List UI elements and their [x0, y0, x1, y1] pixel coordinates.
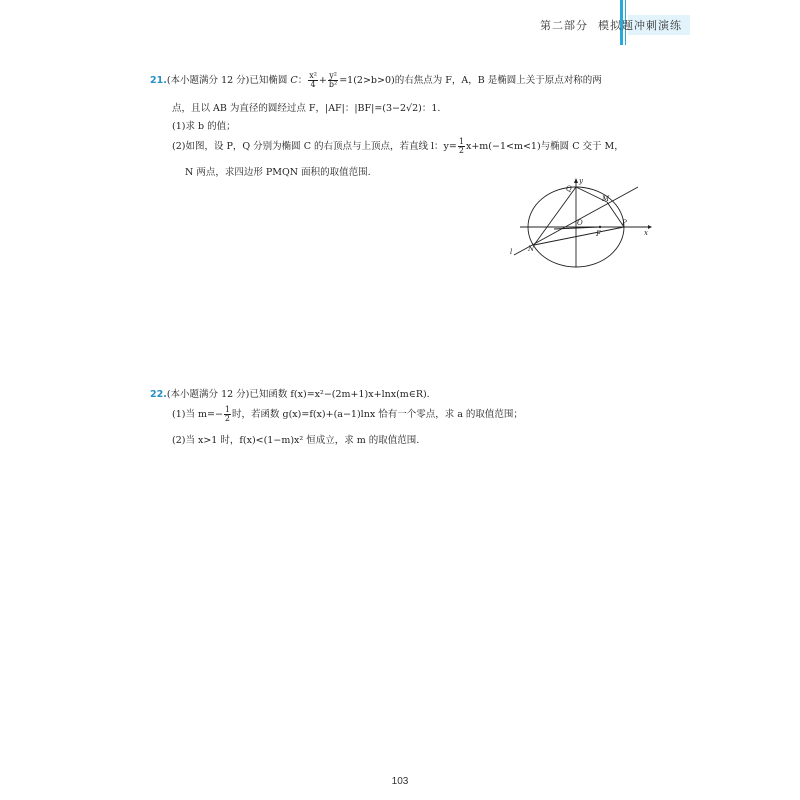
problem-21-part-2: (2)如图，设 P，Q 分别为椭圆 C 的右顶点与上顶点，若直线 l：y= $\frac{1}{2}$ x+m(−1<m<1)与椭圆 C 交于 M，: [172, 137, 624, 155]
segment-NQ: [534, 187, 576, 245]
label-x: x: [644, 229, 648, 237]
label-P: P: [622, 219, 627, 227]
ellipse-figure: [510, 175, 655, 270]
problem-22-line-1: [150, 386, 430, 400]
problem-22-part-1: (1)当 m=− $\frac{1}{2}$ 时，若函数 g(x)=f(x)+(a−1)lnx 恰有一个零点，求 a 的取值范围；: [172, 405, 523, 423]
problem-21-line-2: 点，且以 AB 为直径的圆经过点 F，|AF|：|BF|=(3−2√2)：1.: [172, 103, 441, 114]
problem-21-line-1: 21.(本小题满分 12 分)已知椭圆 C： $\frac{\text{x²}}{4}$ + $\frac{\text{y²}}{\text{b²}}$ =1(2>b>0)的右焦点为 F，A，B 是椭圆上关于原点对称的两: [150, 71, 602, 89]
ellipse-diagram: [510, 175, 655, 270]
fraction-one-half: $\frac{1}{2}$: [458, 137, 464, 155]
problem-21-intro: (本小题满分 12 分)已知椭圆: [166, 75, 291, 86]
problem-21-part-1: (1)求 b 的值；: [172, 121, 236, 132]
x-axis-arrow: [648, 225, 652, 229]
label-F: F: [596, 230, 601, 238]
fraction-one-half: $\frac{1}{2}$: [224, 405, 230, 423]
problem-21-intro-cont: =1(2>b>0)的右焦点为 F，A，B 是椭圆上关于原点对称的两: [339, 75, 602, 86]
segment-PN: [534, 227, 624, 245]
problem-22-part-2: (2)当 x>1 时，f(x)<(1−m)x² 恒成立，求 m 的取值范围.: [172, 435, 420, 446]
problem-22-number: 22.: [150, 389, 167, 400]
running-header: [540, 15, 690, 35]
label-M: M: [602, 195, 610, 203]
label-l: l: [510, 248, 513, 256]
problem-22-intro: (本小题满分 12 分)已知函数 f(x)=x²−(2m+1)x+lnx(m∈R).: [166, 389, 430, 400]
ellipse-symbol: C: [290, 75, 298, 86]
header-section: 第二部分: [540, 19, 588, 32]
y-axis-arrow: [574, 178, 578, 183]
page-number: 103: [391, 776, 409, 787]
problem-21-number: 21.: [150, 75, 167, 86]
fraction-y2-over-b2: $\frac{\text{y²}}{\text{b²}}$: [328, 71, 338, 89]
label-N: N: [528, 245, 535, 253]
label-O: O: [577, 219, 583, 227]
label-y: y: [579, 177, 583, 185]
label-Q: Q: [566, 185, 572, 193]
problem-21-part-2-cont: N 两点，求四边形 PMQN 面积的取值范围.: [185, 167, 371, 178]
colon: ：: [297, 75, 308, 86]
fraction-x2-over-4: $\frac{\text{x²}}{4}$: [309, 71, 317, 89]
header-title: 模拟题冲刺演练: [598, 19, 682, 32]
point-F: [599, 226, 601, 228]
running-header-text: [540, 17, 690, 33]
